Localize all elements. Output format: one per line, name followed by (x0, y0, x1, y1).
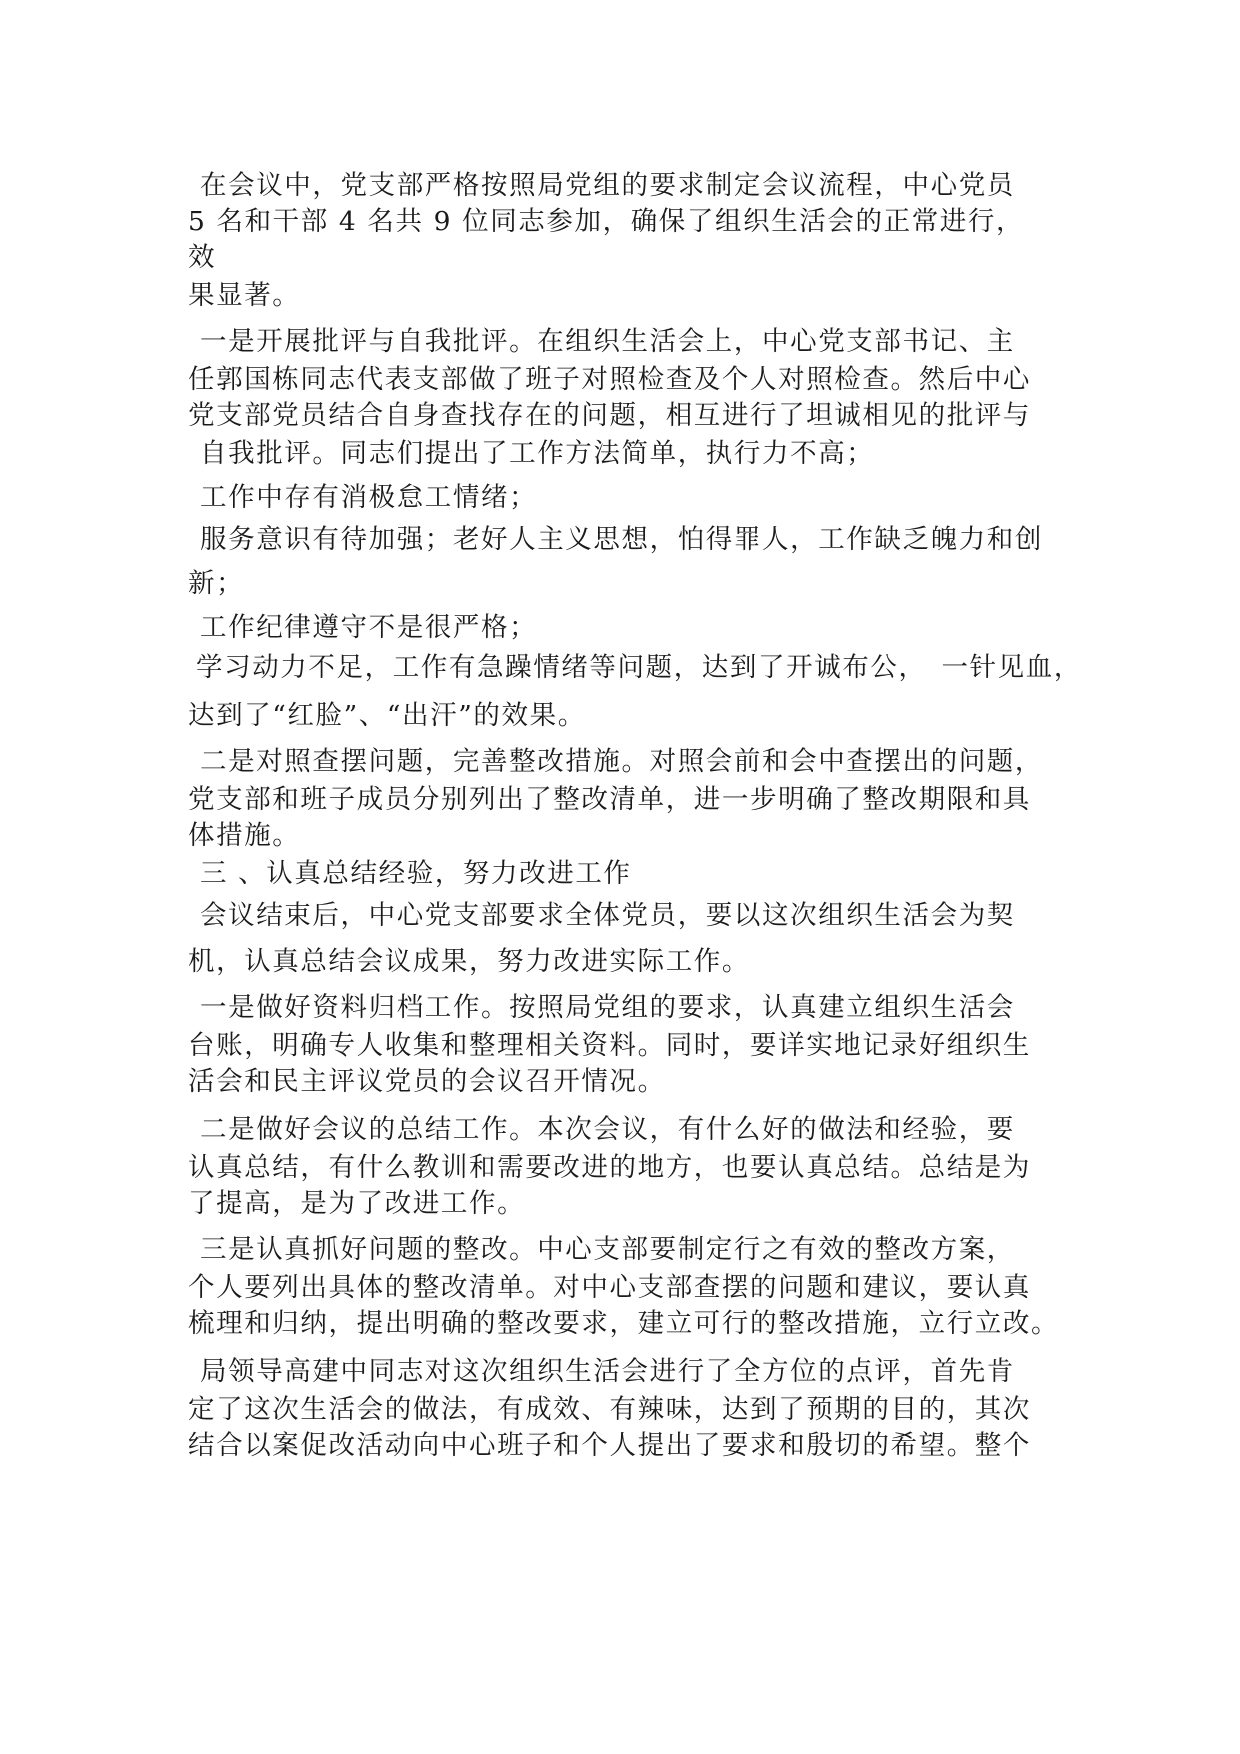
text-line: 果显著。 (188, 280, 301, 311)
text-line: 工作纪律遵守不是很严格； (200, 612, 538, 643)
text-line: 活会和民主评议党员的会议召开情况。 (188, 1066, 666, 1097)
text-line: 台账，明确专人收集和整理相关资料。同时，要详实地记录好组织生 (188, 1030, 1031, 1061)
text-line: 体措施。 (188, 820, 301, 851)
text-line: 了提高，是为了改进工作。 (188, 1188, 526, 1219)
text-line: 新； (188, 568, 245, 599)
text-line: 一是开展批评与自我批评。在组织生活会上，中心党支部书记、主 (200, 326, 1015, 357)
text-line: 工作中存有消极怠工情绪； (200, 482, 538, 513)
text-line: 三是认真抓好问题的整改。中心支部要制定行之有效的整改方案， (200, 1234, 1015, 1265)
text-line: 二是对照查摆问题，完善整改措施。对照会前和会中查摆出的问题， (200, 746, 1043, 777)
text-line: 结合以案促改活动向中心班子和个人提出了要求和殷切的希望。整个 (188, 1430, 1031, 1461)
text-line: 达到了“红脸”、“出汗”的效果。 (188, 700, 586, 731)
text-line: 一是做好资料归档工作。按照局党组的要求，认真建立组织生活会 (200, 992, 1015, 1023)
text-line: 认真总结，有什么教训和需要改进的地方，也要认真总结。总结是为 (188, 1152, 1031, 1183)
section-heading: 三 、认真总结经验，努力改进工作 (200, 858, 632, 889)
text-line: 个人要列出具体的整改清单。对中心支部查摆的问题和建议，要认真 (188, 1272, 1031, 1303)
text-line: 学习动力不足，工作有急躁情绪等问题，达到了开诚布公， 一针见血， (196, 652, 1082, 683)
text-line: 5 名和干部 4 名共 9 位同志参加，确保了组织生活会的正常进行， (188, 206, 1025, 237)
text-line: 二是做好会议的总结工作。本次会议，有什么好的做法和经验，要 (200, 1114, 1015, 1145)
text-line: 在会议中，党支部严格按照局党组的要求制定会议流程，中心党员 (200, 170, 1015, 201)
text-line: 会议结束后，中心党支部要求全体党员，要以这次组织生活会为契 (200, 900, 1015, 931)
text-line: 效 (188, 242, 217, 273)
text-line: 梳理和归纳，提出明确的整改要求，建立可行的整改措施，立行立改。 (188, 1308, 1060, 1339)
text-line: 局领导高建中同志对这次组织生活会进行了全方位的点评，首先肯 (200, 1356, 1015, 1387)
text-line: 定了这次生活会的做法，有成效、有辣味，达到了预期的目的，其次 (188, 1394, 1031, 1425)
text-line: 自我批评。同志们提出了工作方法简单，执行力不高； (200, 438, 875, 469)
text-line: 机，认真总结会议成果，努力改进实际工作。 (188, 946, 750, 977)
text-line: 党支部和班子成员分别列出了整改清单，进一步明确了整改期限和具 (188, 784, 1031, 815)
text-line: 党支部党员结合自身查找存在的问题，相互进行了坦诚相见的批评与 (188, 400, 1031, 431)
text-line: 服务意识有待加强；老好人主义思想，怕得罪人，工作缺乏魄力和创 (200, 524, 1043, 555)
text-line: 任郭国栋同志代表支部做了班子对照检查及个人对照检查。然后中心 (188, 364, 1031, 395)
